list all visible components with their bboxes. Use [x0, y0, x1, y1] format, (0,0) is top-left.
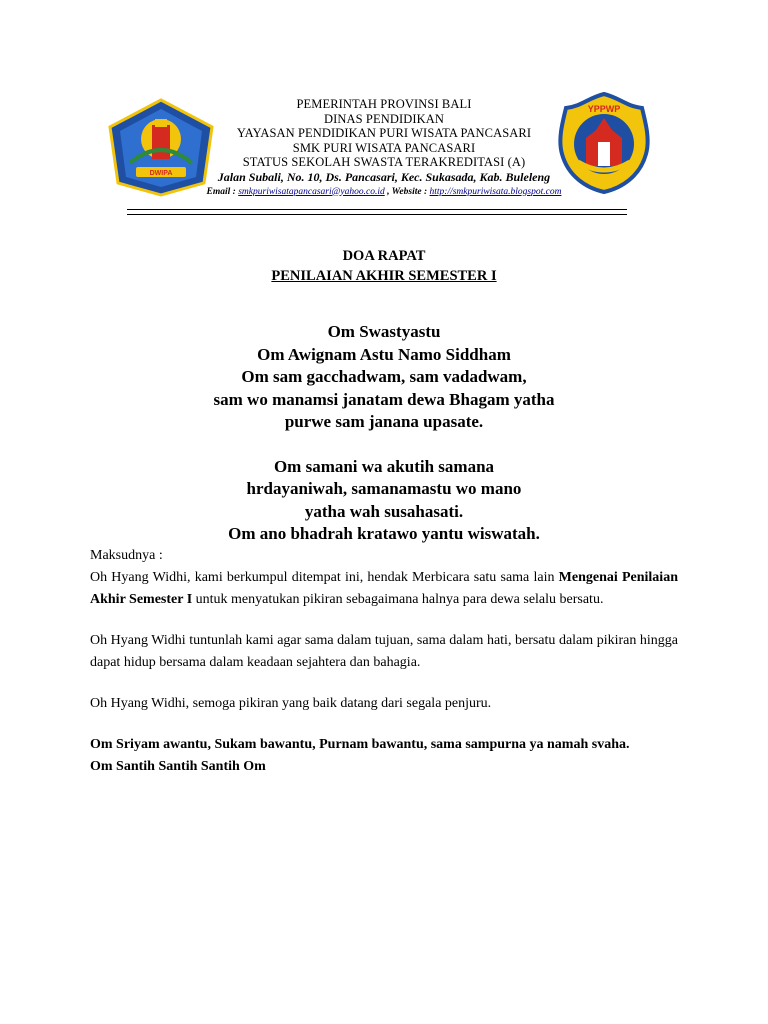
mantra-line: Om Swastyastu	[327, 322, 441, 341]
title-line-1: DOA RAPAT	[342, 248, 426, 264]
mantra-line: hrdayaniwah, samanamastu wo mano	[246, 479, 522, 498]
header-line-school: SMK PURI WISATA PANCASARI	[292, 140, 476, 155]
header-line-status: STATUS SEKOLAH SWASTA TERAKREDITASI (A)	[242, 155, 526, 169]
p1-text-a: Oh Hyang Widhi, kami berkumpul ditempat ini, hendak Merbicara satu sama lain	[90, 570, 559, 585]
email-link[interactable]: smkpuriwisatapancasari@yahoo.co.id	[238, 186, 385, 197]
p1-text-b: untuk menyatukan pikiran sebagaimana halnya para dewa selalu bersatu.	[192, 592, 604, 607]
meaning-paragraph-2: Oh Hyang Widhi tuntunlah kami agar sama dalam tujuan, sama dalam hati, bersatu dalam pikiran hingga dapat hidup bersama dalam keadaan sejahtera dan bahagia.	[90, 633, 678, 670]
mantra-line: Om samani wa akutih samana	[273, 456, 495, 476]
closing-line-2: Om Santih Santih Santih Om	[90, 759, 266, 774]
letterhead	[200, 97, 568, 199]
paragraph-gap	[90, 715, 678, 734]
header-line-dinas: DINAS PENDIDIKAN	[324, 111, 444, 126]
mantra-line: yatha wah susahasati.	[304, 501, 464, 521]
letterhead-rule-thin	[127, 214, 627, 215]
mantra-line: purwe sam janana upasate.	[284, 412, 484, 431]
right-logo-text: YPPWP	[587, 104, 621, 114]
paragraph-gap	[90, 611, 678, 630]
meaning-paragraph-3: Oh Hyang Widhi, semoga pikiran yang baik datang dari segala penjuru.	[90, 696, 492, 711]
letterhead-rule-thick	[127, 209, 627, 210]
title-line-2: PENILAIAN AKHIR SEMESTER I	[271, 268, 497, 284]
school-logo	[556, 92, 652, 194]
document-title	[0, 246, 768, 286]
mantra-block	[0, 321, 768, 546]
closing-line-1: Om Sriyam awantu, Sukam bawantu, Purnam bawantu, sama sampurna ya namah svaha.	[90, 737, 630, 752]
header-contact	[200, 185, 568, 199]
mantra-line: Om sam gacchadwam, sam vadadwam,	[241, 367, 527, 386]
meaning-intro: Maksudnya :	[90, 548, 163, 563]
left-logo-text: DWIPA	[149, 170, 173, 177]
mantra-line: Om Awignam Astu Namo Siddham	[257, 344, 511, 364]
header-address: Jalan Subali, No. 10, Ds. Pancasari, Kec. Sukasada, Kab. Buleleng	[217, 169, 551, 184]
header-line-yayasan: YAYASAN PENDIDIKAN PURI WISATA PANCASARI	[236, 126, 532, 140]
stanza-gap	[0, 434, 768, 456]
mantra-line: sam wo manamsi janatam dewa Bhagam yatha	[213, 389, 555, 409]
website-label: , Website :	[387, 186, 428, 197]
paragraph-gap	[90, 674, 678, 693]
meaning-paragraph-1	[90, 567, 678, 611]
p1-text-bold: Mengenai Penilaian Akhir Semester I	[90, 570, 678, 607]
header-line-province: PEMERINTAH PROVINSI BALI	[296, 97, 472, 111]
email-label: Email :	[206, 186, 236, 197]
mantra-line: Om ano bhadrah kratawo yantu wiswatah.	[228, 524, 540, 543]
meaning-section	[90, 545, 678, 778]
website-link[interactable]: http://smkpuriwisata.blogspot.com	[429, 186, 562, 197]
